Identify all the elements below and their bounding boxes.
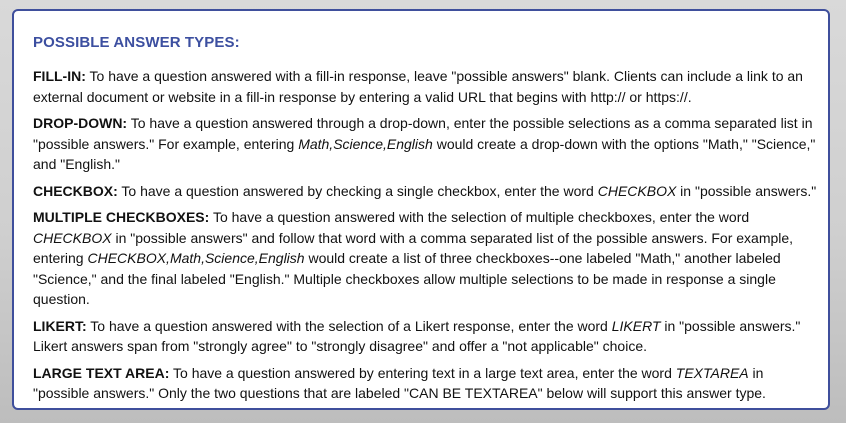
entry-drop-down (33, 113, 820, 175)
entry-text: To have a question answered with the selection of multiple checkboxes, enter the word (209, 209, 750, 225)
entry-text: To have a question answered by entering text in a large text area, enter the word (169, 364, 676, 381)
entry-text: in "possible answers." Likert answers span from "strongly agree" to "strongly disagree" and offer a "not applicable" choice. (33, 317, 801, 354)
entry-text: in "possible answers." (676, 182, 817, 199)
answer-types-panel (12, 9, 830, 410)
entry-term: FILL-IN: (33, 68, 86, 84)
entry-term: MULTIPLE CHECKBOXES: (33, 209, 210, 225)
entry-text: To have a question answered through a drop-down, enter the possible selections as a comma separated list in "possible answers." For example, entering (33, 115, 813, 152)
entry-text: in "possible answers" and follow that word with a comma separated list of the possible answers. For example, entering (33, 229, 794, 266)
entry-example: CHECKBOX,Math,Science,English (87, 250, 305, 266)
entry-fill-in (33, 66, 820, 107)
panel-title: POSSIBLE ANSWER TYPES: (33, 34, 240, 51)
entry-text: would create a drop-down with the options "Math," "Science," and "English." (33, 135, 816, 172)
entry-text: would create a list of three checkboxes--one labeled "Math," another labeled "Science," and the final labeled "English." Multiple checkboxes allow multiple selections to be made in response a single question. (33, 250, 781, 307)
entry-likert (33, 316, 820, 357)
entry-checkbox (33, 181, 820, 202)
entry-term: CHECKBOX: (33, 182, 118, 199)
entry-term: LARGE TEXT AREA: (33, 364, 170, 381)
entry-text: in "possible answers." Only the two questions that are labeled "CAN BE TEXTAREA" below will support this answer type. (33, 364, 766, 401)
entry-keyword: LIKERT (611, 317, 661, 334)
entry-example: Math,Science,English (298, 135, 433, 152)
entry-multiple-checkboxes (33, 207, 820, 310)
entry-text: To have a question answered with the selection of a Likert response, enter the word (86, 317, 612, 334)
entry-keyword: TEXTAREA (675, 364, 749, 381)
entry-term: DROP-DOWN: (33, 115, 128, 131)
entry-large-text-area (33, 363, 820, 404)
entry-keyword: CHECKBOX (33, 229, 112, 246)
entry-text: To have a question answered by checking a single checkbox, enter the word (117, 182, 598, 199)
entry-term: LIKERT: (33, 317, 87, 334)
entry-keyword: CHECKBOX (597, 182, 677, 199)
entry-text: To have a question answered with a fill-in response, leave "possible answers" blank. Clients can include a link to an external document or website in a fill-in response by entering a valid URL that begins with http:// or https://. (33, 68, 803, 105)
